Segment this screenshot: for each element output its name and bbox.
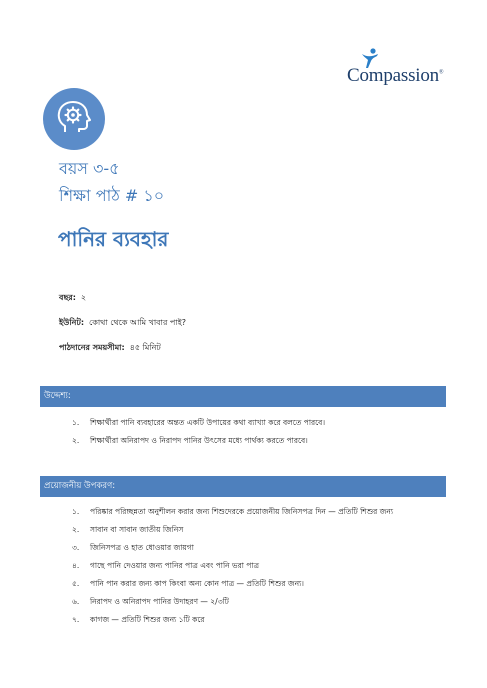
list-number: ৭. [72, 615, 80, 624]
duration-value: ৪৫ মিনিট [129, 343, 161, 352]
list-number: ৪. [72, 561, 80, 570]
list-number: ১. [72, 507, 80, 516]
unit-label: ইউনিট: [59, 318, 85, 327]
list-text: জিনিসপত্র ও হাত ধোওয়ার জায়গা [90, 543, 194, 552]
duration-label: পাঠদানের সময়সীমা: [59, 343, 125, 352]
list-text: শিক্ষার্থীরা পানি ব্যবহারের অন্তত একটি উপায়ের কথা ব্যাখ্যা করে বলতে পারবে। [90, 418, 326, 427]
list-item [72, 595, 393, 613]
materials-list [72, 505, 393, 631]
year-row [59, 292, 86, 305]
list-item [72, 577, 393, 595]
list-text: শিক্ষার্থীরা অনিরাপদ ও নিরাপদ পানির উৎসের মধ্যে পার্থক্য করতে পারবে। [90, 436, 308, 445]
list-number: ১. [72, 418, 80, 427]
materials-heading: প্রয়োজনীয় উপকরণ: [40, 476, 446, 497]
unit-row [59, 317, 186, 330]
unit-value: কোথা থেকে আমি খাবার পাই? [89, 318, 187, 327]
list-item [72, 434, 325, 452]
logo-wordmark: Compassion® [347, 65, 444, 86]
list-text: সাবান বা সাবান জাতীয় জিনিস [90, 525, 184, 534]
list-item [72, 416, 325, 434]
list-item [72, 505, 393, 523]
list-item [72, 541, 393, 559]
year-label: বছর: [59, 293, 76, 302]
list-number: ৬. [72, 597, 80, 606]
year-value: ২ [80, 293, 87, 302]
age-group: বয়স ৩-৫ [59, 159, 120, 178]
list-number: ৫. [72, 579, 80, 588]
lesson-number: শিক্ষা পাঠ # ১০ [59, 186, 165, 205]
list-text: নিরাপদ ও অনিরাপদ পানির উদাহরণ — ২/৩টি [90, 597, 229, 606]
objectives-list [72, 416, 325, 452]
compassion-logo [347, 48, 447, 90]
list-text: পানি পান করার জন্য কাপ কিংবা অন্য কোন পাত্র — প্রতিটি শিশুর জন্য। [90, 579, 304, 588]
lesson-title: পানির ব্যবহার [58, 227, 169, 251]
list-item [72, 559, 393, 577]
head-with-gear-icon [43, 88, 105, 150]
list-number: ২. [72, 525, 80, 534]
objectives-heading: উদ্দেশ্য: [40, 386, 446, 407]
badge-circle [43, 88, 105, 150]
list-text: কাগজ — প্রতিটি শিশুর জন্য ১টি করে [90, 615, 205, 624]
list-number: ৩. [72, 543, 80, 552]
list-text: গাছে পানি দেওয়ার জন্য পানির পাত্র এবং পানি ভরা পাত্র [90, 561, 260, 570]
list-number: ২. [72, 436, 80, 445]
list-text: পরিষ্কার পরিচ্ছন্নতা অনুশীলন করার জন্য শিশুদেরকে প্রয়োজনীয় জিনিসপত্র দিন — প্রতিটি শিশুর জন্য [90, 507, 394, 516]
list-item [72, 613, 393, 631]
list-item [72, 523, 393, 541]
duration-row [59, 342, 161, 355]
